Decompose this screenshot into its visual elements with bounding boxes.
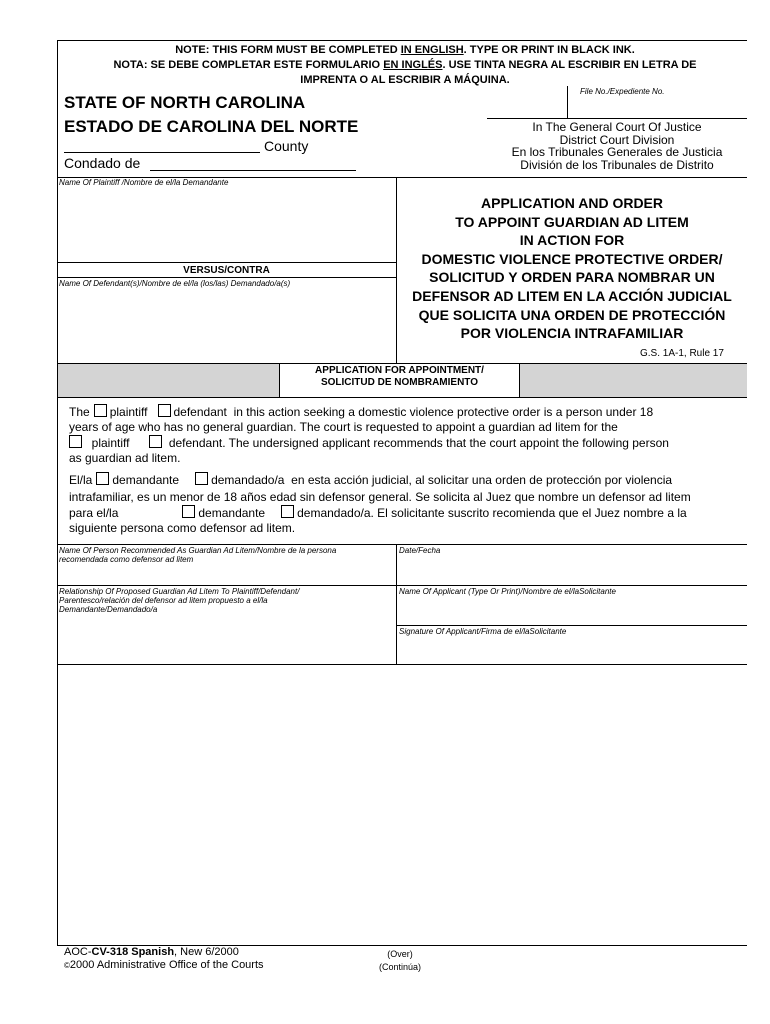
relationship-label: Relationship Of Proposed Guardian Ad Litem To Plaintiff/Defendant/ Parentesco/relación del defensor ad litem propuesto a el/la Demandante/Demandado/a (59, 587, 300, 614)
demandado-guardian-checkbox[interactable] (281, 505, 294, 518)
plaintiff-field[interactable] (57, 262, 396, 263)
statute-reference: G.S. 1A-1, Rule 17 (640, 348, 724, 359)
parties-vertical (396, 177, 397, 363)
recommended-name-label: Name Of Person Recommended As Guardian Ad Litem/Nombre de la persona recomendada como defensor ad litem (59, 546, 337, 564)
date-label: Date/Fecha (399, 546, 441, 555)
file-no-field[interactable] (487, 118, 747, 119)
signature-top-rule (396, 625, 747, 626)
section-shade-left (58, 364, 279, 397)
english-paragraph: The plaintiff defendant in this action seeking a domestic violence protective order is a person under 18 years of age who has no general guardian. The court is requested to appoint a guardian ad litem for the plaintiff defendant. The undersigned applicant recommends that the court appoint the following person as guardian ad litem. (69, 405, 669, 465)
demandado-checkbox[interactable] (195, 472, 208, 485)
county-label: County (264, 138, 309, 154)
copyright: ©2000 Administrative Office of the Courts (64, 959, 264, 971)
plaintiff-guardian-checkbox[interactable] (69, 435, 82, 448)
fields-vertical (396, 544, 397, 664)
state-title-en: STATE OF NORTH CAROLINA (64, 93, 306, 112)
over-note: (Over) (Continúa) (378, 949, 422, 972)
court-division: In The General Court Of Justice District Court Division En los Tribunales Generales de Justicia División de los Tribunales de Distrito (511, 120, 723, 172)
versus-label: VERSUS/CONTRA (183, 265, 270, 276)
applicant-name-label: Name Of Applicant (Type Or Print)/Nombre de el/laSolicitante (399, 587, 616, 596)
county-field[interactable] (64, 152, 260, 153)
file-no-divider (567, 86, 568, 118)
frame-top (57, 40, 747, 41)
notice: NOTE: THIS FORM MUST BE COMPLETED IN ENGLISH. TYPE OR PRINT IN BLACK INK. NOTA: SE DEBE COMPLETAR ESTE FORMULARIO EN INGLÉS. USE TINTA NEGRA AL ESCRIBIR EN LETRA DE IMPRENTA O AL ESCRIBIR A MÁQUINA. (113, 44, 697, 86)
condado-label: Condado de (64, 155, 141, 171)
form-title: APPLICATION AND ORDER TO APPOINT GUARDIAN AD LITEM IN ACTION FOR DOMESTIC VIOLENCE PROTECTIVE ORDER/ SOLICITUD Y ORDEN PARA NOMBRAR UN DEFENSOR AD LITEM EN LA ACCIÓN JUDICIAL QUE SOLICITA UNA ORDEN DE PROTECCIÓN POR VIOLENCIA INTRAFAMILIAR (412, 195, 732, 342)
fields-bottom-rule (57, 664, 747, 665)
versus-rule (57, 277, 396, 278)
section-heading: APPLICATION FOR APPOINTMENT/ SOLICITUD DE NOMBRAMIENTO (315, 365, 484, 388)
defendant-checkbox[interactable] (158, 404, 171, 417)
demandante-guardian-checkbox[interactable] (182, 505, 195, 518)
file-no-label: File No./Expediente No. (580, 87, 665, 96)
state-title-es: ESTADO DE CAROLINA DEL NORTE (64, 117, 359, 136)
demandante-checkbox[interactable] (96, 472, 109, 485)
defendant-guardian-checkbox[interactable] (149, 435, 162, 448)
section-shade-right (520, 364, 747, 397)
section-divider-right (519, 363, 520, 397)
condado-field[interactable] (150, 170, 356, 171)
section-bottom-rule (57, 397, 747, 398)
spanish-paragraph: El/la demandante demandado/a en esta acción judicial, al solicitar una orden de protección por violencia intrafamiliar, es un menor de 18 años edad sin defensor general. Se solicita al Juez que nombre un defensor ad litem para el/la demandante demandado/a. El solicitante suscrito recomienda que el Juez nombre a la siguiente persona como defensor ad litem. (69, 473, 691, 535)
frame-left (57, 40, 58, 946)
plaintiff-checkbox[interactable] (94, 404, 107, 417)
signature-label: Signature Of Applicant/Firma de el/laSolicitante (399, 627, 567, 636)
fields-top-rule (57, 544, 747, 545)
plaintiff-label: Name Of Plaintiff /Nombre de el/la Demandante (59, 178, 229, 187)
defendant-label: Name Of Defendant(s)/Nombre de el/la (los/las) Demandado/a(s) (59, 279, 291, 288)
form-id: AOC-CV-318 Spanish, New 6/2000 (64, 946, 239, 958)
fields-mid-rule (57, 585, 747, 586)
